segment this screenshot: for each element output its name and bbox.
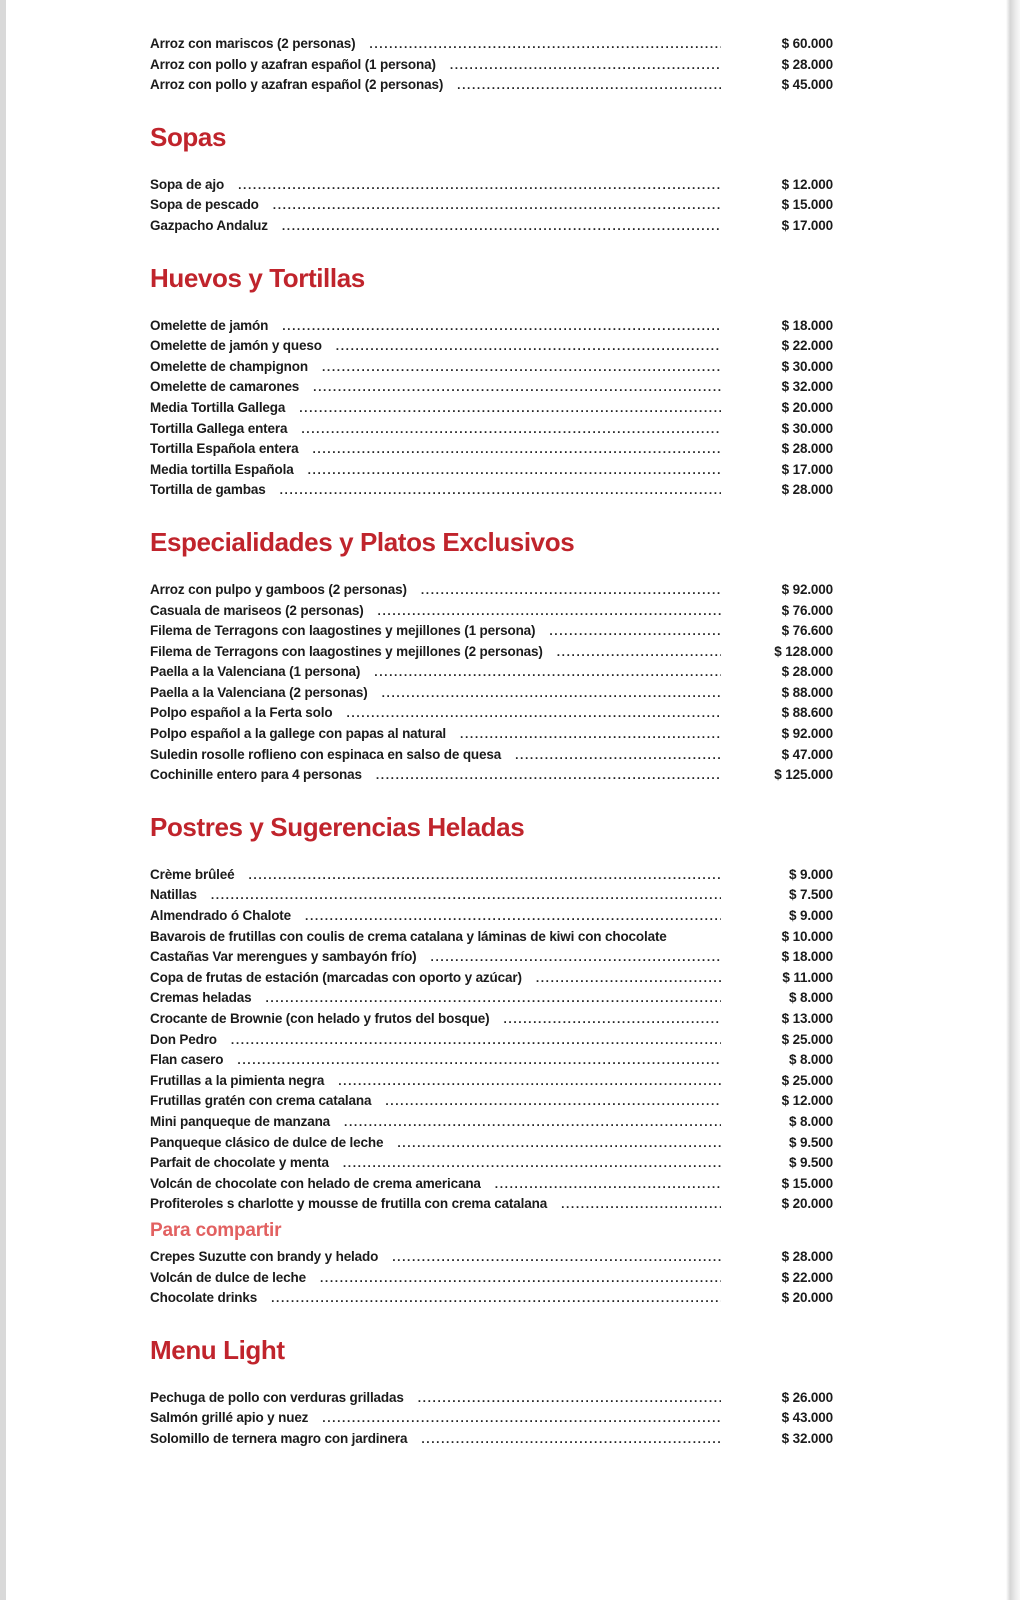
menu-item-price: $ 8.000 [789, 1113, 833, 1129]
menu-item-price: $ 12.000 [781, 176, 833, 192]
menu-item-price: $ 88.600 [781, 705, 833, 721]
dot-leader [450, 55, 721, 76]
menu-item-price: $ 76.600 [781, 623, 833, 639]
menu-item-name: Mini panqueque de manzana [150, 1113, 331, 1129]
menu-section-heading: Menu Light [150, 1334, 285, 1365]
menu-item-price: $ 43.000 [781, 1410, 833, 1426]
menu-item-price: $ 20.000 [781, 1196, 833, 1212]
menu-item-name: Arroz con pollo y azafran español (1 persona) [150, 56, 436, 72]
menu-section-heading: Especialidades y Platos Exclusivos [150, 526, 575, 557]
menu-item-name: Arroz con pollo y azafran español (2 personas) [150, 77, 444, 93]
menu-item-row [150, 1009, 833, 1030]
menu-item-name: Volcán de chocolate con helado de crema americana [150, 1175, 481, 1191]
menu-item-name: Frutillas a la pimienta negra [150, 1072, 325, 1088]
dot-leader [557, 642, 721, 663]
menu-item-price: $ 28.000 [781, 664, 833, 680]
menu-item-price: $ 25.000 [781, 1031, 833, 1047]
menu-item-name: Flan casero [150, 1052, 224, 1068]
menu-item-price: $ 125.000 [774, 767, 833, 783]
menu-item-price: $ 22.000 [781, 338, 833, 354]
menu-item-price: $ 22.000 [781, 1269, 833, 1285]
menu-item-price: $ 20.000 [781, 399, 833, 415]
menu-item-row [150, 947, 833, 968]
menu-item-price: $ 92.000 [781, 581, 833, 597]
menu-item-row [150, 75, 833, 96]
dot-leader [282, 316, 721, 337]
dot-leader [320, 1268, 721, 1289]
dot-leader [549, 621, 721, 642]
menu-item-price: $ 76.000 [781, 602, 833, 618]
menu-item-row [150, 480, 833, 501]
menu-item-name: Sopa de pescado [150, 197, 259, 213]
menu-item-name: Don Pedro [150, 1031, 217, 1047]
menu-item-row [150, 1388, 833, 1409]
dot-leader [237, 1050, 721, 1071]
dot-leader [385, 1091, 721, 1112]
menu-item-row [150, 745, 833, 766]
menu-item-name: Pechuga de pollo con verduras grilladas [150, 1389, 404, 1405]
menu-item-row [150, 1133, 833, 1154]
menu-item-name: Filema de Terragons con laagostines y mejillones (2 personas) [150, 643, 543, 659]
menu-item-price: $ 13.000 [781, 1011, 833, 1026]
menu-item-price: $ 9.000 [789, 908, 833, 924]
menu-item-name: Cremas heladas [150, 990, 252, 1006]
menu-item-price: $ 32.000 [781, 379, 833, 395]
menu-item-price: $ 88.000 [781, 684, 833, 700]
menu-item-name: Cochinille entero para 4 personas [150, 767, 362, 783]
menu-item-name: Polpo español a la Ferta solo [150, 705, 333, 721]
menu-item-row [150, 1091, 833, 1112]
menu-item-list [150, 316, 833, 501]
menu-item-row [150, 1071, 833, 1092]
menu-item-row [150, 1247, 833, 1268]
dot-leader [211, 885, 721, 906]
menu-item-row [150, 1288, 833, 1309]
dot-leader [313, 377, 721, 398]
menu-content [150, 34, 833, 1450]
dot-leader [346, 703, 721, 724]
menu-item-name: Casuala de mariseos (2 personas) [150, 602, 364, 618]
menu-item-name: Polpo español a la gallege con papas al natural [150, 726, 447, 742]
menu-item-row [150, 216, 833, 237]
menu-section-heading: Huevos y Tortillas [150, 262, 365, 293]
page-right-edge [1006, 0, 1020, 1600]
menu-item-name: Filema de Terragons con laagostines y mejillones (1 persona) [150, 623, 536, 639]
menu-item-row [150, 55, 833, 76]
menu-item-price: $ 9.000 [789, 866, 833, 882]
menu-item-name: Tortilla Española entera [150, 441, 299, 457]
menu-item-row [150, 34, 833, 55]
dot-leader [238, 175, 721, 196]
dot-leader [312, 439, 721, 460]
menu-item-name: Copa de frutas de estación (marcadas con oporto y azúcar) [150, 969, 522, 985]
menu-item-price: $ 28.000 [781, 56, 833, 72]
menu-item-row [150, 1153, 833, 1174]
menu-item-name: Paella a la Valenciana (1 persona) [150, 664, 361, 680]
menu-item-price: $ 15.000 [781, 197, 833, 213]
dot-leader [344, 1112, 721, 1133]
menu-item-price: $ 9.500 [789, 1134, 833, 1150]
menu-item-row [150, 1429, 833, 1450]
menu-item-name: Sopa de ajo [150, 176, 225, 192]
menu-item-name: Castañas Var merengues y sambayón frío) [150, 949, 417, 965]
menu-item-row [150, 175, 833, 196]
menu-item-price: $ 8.000 [789, 1052, 833, 1068]
menu-item-name: Volcán de dulce de leche [150, 1269, 306, 1285]
menu-item-row [150, 724, 833, 745]
dot-leader [374, 662, 721, 683]
menu-item-row [150, 906, 833, 927]
menu-item-name: Natillas [150, 887, 197, 903]
menu-item-price: $ 18.000 [781, 949, 833, 965]
dot-leader [280, 480, 721, 501]
menu-item-row [150, 439, 833, 460]
menu-item-name: Solomillo de ternera magro con jardinera [150, 1430, 408, 1446]
menu-item-price: $ 18.000 [781, 317, 833, 333]
menu-item-row [150, 1194, 833, 1215]
dot-leader [338, 1071, 721, 1092]
menu-item-name: Media tortilla Española [150, 461, 294, 477]
dot-leader [299, 398, 721, 419]
menu-item-name: Gazpacho Andaluz [150, 217, 268, 233]
dot-leader [460, 724, 721, 745]
menu-item-name: Paella a la Valenciana (2 personas) [150, 684, 368, 700]
menu-item-row [150, 336, 833, 357]
dot-leader [561, 1194, 721, 1215]
menu-item-name: Media Tortilla Gallega [150, 399, 286, 415]
menu-item-row [150, 1050, 833, 1071]
menu-item-price: $ 45.000 [781, 77, 833, 93]
menu-item-list [150, 34, 833, 96]
menu-item-name: Salmón grillé apio y nuez [150, 1410, 309, 1426]
dot-leader [308, 460, 721, 481]
menu-item-price: $ 7.500 [789, 887, 833, 903]
menu-item-row [150, 988, 833, 1009]
dot-leader [515, 745, 721, 766]
dot-leader [392, 1247, 721, 1268]
menu-item-row [150, 580, 833, 601]
menu-item-price: $ 30.000 [781, 358, 833, 374]
menu-item-price: $ 47.000 [781, 746, 833, 762]
menu-item-name: Arroz con mariscos (2 personas) [150, 36, 356, 51]
menu-item-name: Chocolate drinks [150, 1290, 258, 1306]
menu-item-price: $ 17.000 [781, 461, 833, 477]
menu-item-name: Profiteroles s charlotte y mousse de frutilla con crema catalana [150, 1196, 548, 1212]
menu-item-row [150, 398, 833, 419]
menu-item-row [150, 316, 833, 337]
dot-leader [322, 1408, 721, 1429]
dot-leader [421, 1429, 721, 1450]
menu-item-price: $ 30.000 [781, 420, 833, 436]
menu-item-row [150, 683, 833, 704]
dot-leader [457, 75, 721, 96]
menu-item-name: Panqueque clásico de dulce de leche [150, 1134, 384, 1150]
menu-item-price: $ 28.000 [781, 1248, 833, 1264]
dot-leader [273, 195, 721, 216]
menu-section-heading: Postres y Sugerencias Heladas [150, 811, 525, 842]
menu-item-row [150, 377, 833, 398]
menu-item-row [150, 642, 833, 663]
menu-item-name: Parfait de chocolate y menta [150, 1155, 329, 1171]
menu-item-name: Tortilla de gambas [150, 482, 266, 498]
menu-item-name: Tortilla Gallega entera [150, 420, 288, 436]
menu-item-price: $ 15.000 [781, 1175, 833, 1191]
menu-item-row [150, 968, 833, 989]
dot-leader [431, 947, 721, 968]
dot-leader [265, 988, 721, 1009]
menu-item-price: $ 32.000 [781, 1430, 833, 1446]
dot-leader [271, 1288, 721, 1309]
menu-item-price: $ 10.000 [781, 928, 833, 944]
menu-item-price: $ 8.000 [789, 990, 833, 1006]
dot-leader [418, 1388, 721, 1409]
menu-item-name: Crepes Suzutte con brandy y helado [150, 1248, 379, 1264]
menu-item-row [150, 601, 833, 622]
menu-item-row [150, 662, 833, 683]
menu-item-price: $ 17.000 [781, 217, 833, 233]
menu-item-price: $ 25.000 [781, 1072, 833, 1088]
dot-leader [495, 1174, 721, 1195]
dot-leader [343, 1153, 721, 1174]
menu-item-row [150, 1408, 833, 1429]
menu-item-name: Frutillas gratén con crema catalana [150, 1093, 372, 1109]
dot-leader [305, 906, 721, 927]
dot-leader [378, 601, 721, 622]
menu-item-list [150, 1388, 833, 1450]
menu-item-row [150, 195, 833, 216]
menu-item-row [150, 621, 833, 642]
menu-item-price: $ 9.500 [789, 1155, 833, 1171]
dot-leader [249, 865, 722, 886]
dot-leader [376, 765, 721, 786]
menu-item-price: $ 26.000 [781, 1389, 833, 1405]
dot-leader [336, 336, 721, 357]
menu-item-name: Almendrado ó Chalote [150, 908, 292, 924]
menu-item-name: Suledin rosolle roflieno con espinaca en salso de quesa [150, 746, 502, 762]
menu-item-price: $ 28.000 [781, 482, 833, 498]
dot-leader [382, 683, 721, 704]
dot-leader [322, 357, 721, 378]
menu-item-list [150, 865, 833, 1215]
menu-item-price: $ 11.000 [782, 969, 833, 985]
menu-item-name: Arroz con pulpo y gamboos (2 personas) [150, 581, 407, 597]
menu-section-heading: Sopas [150, 121, 227, 152]
menu-item-name: Omelette de champignon [150, 358, 308, 374]
menu-item-name: Omelette de camarones [150, 379, 300, 395]
menu-item-name: Bavarois de frutillas con coulis de crema catalana y láminas de kiwi con chocolate [150, 928, 667, 944]
menu-item-row [150, 1112, 833, 1133]
menu-item-row [150, 460, 833, 481]
menu-item-name: Omelette de jamón y queso [150, 338, 322, 354]
dot-leader [231, 1030, 721, 1051]
menu-item-price: $ 60.000 [781, 36, 833, 51]
menu-item-row [150, 1030, 833, 1051]
menu-item-price: $ 92.000 [781, 726, 833, 742]
menu-item-price: $ 28.000 [781, 441, 833, 457]
menu-item-row [150, 357, 833, 378]
menu-item-row [150, 765, 833, 786]
dot-leader [504, 1009, 722, 1030]
dot-leader [301, 419, 721, 440]
dot-leader [369, 34, 721, 55]
menu-item-name: Crème brûleé [150, 866, 235, 882]
menu-item-row [150, 1174, 833, 1195]
dot-leader [397, 1133, 721, 1154]
dot-leader [421, 580, 721, 601]
dot-leader [536, 968, 721, 989]
menu-item-price: $ 20.000 [781, 1290, 833, 1306]
menu-item-list [150, 1247, 833, 1309]
menu-item-name: Omelette de jamón [150, 317, 269, 333]
menu-item-list [150, 580, 833, 786]
page-left-edge [0, 0, 6, 1600]
menu-item-row [150, 885, 833, 906]
menu-item-row [150, 1268, 833, 1289]
menu-subsection-heading: Para compartir [150, 1219, 282, 1241]
menu-item-price: $ 12.000 [781, 1093, 833, 1109]
dot-leader [282, 216, 721, 237]
menu-item-row [150, 419, 833, 440]
menu-item-row [150, 865, 833, 886]
menu-item-price: $ 128.000 [774, 643, 833, 659]
menu-item-name: Crocante de Brownie (con helado y frutos del bosque) [150, 1011, 490, 1026]
menu-item-row [150, 703, 833, 724]
menu-item-list [150, 175, 833, 237]
menu-item-row [150, 927, 833, 948]
